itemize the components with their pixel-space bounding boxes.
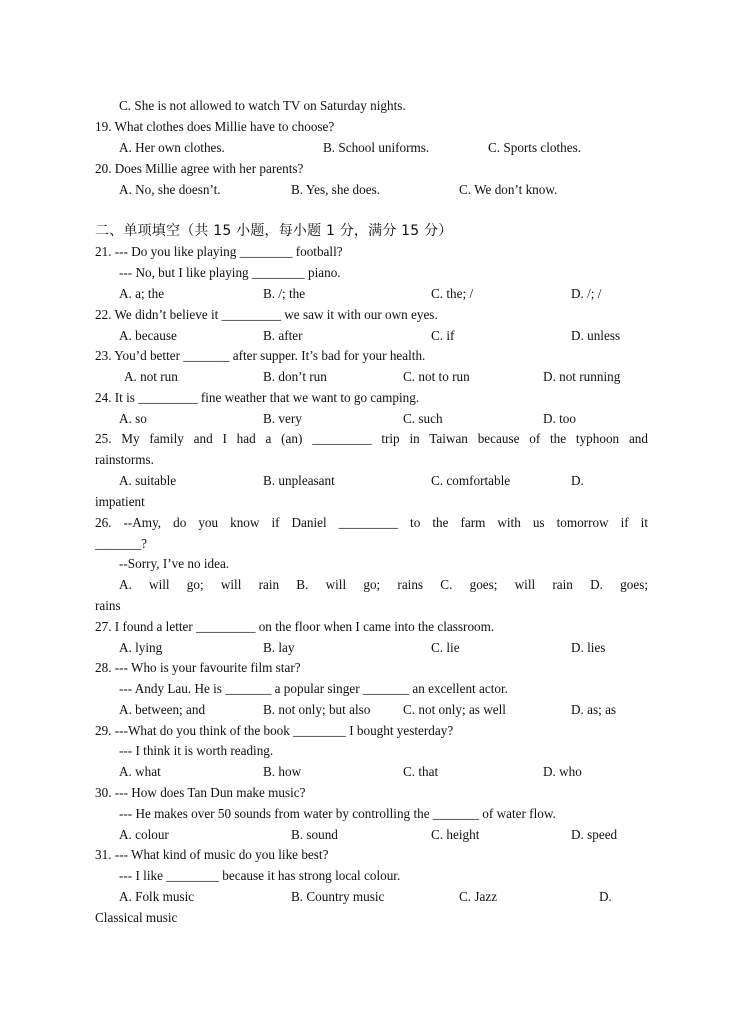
q24-option-c: C. such xyxy=(403,411,443,426)
q30-option-b: B. sound xyxy=(291,827,338,842)
q31-option-d: D. xyxy=(599,889,612,904)
q30-option-c: C. height xyxy=(431,827,480,842)
q25-option-d: D. xyxy=(571,473,584,488)
q25-option-a: A. suitable xyxy=(119,473,177,488)
q26-line-1: 26. --Amy, do you know if Daniel _________ to the farm with us tomorrow if it xyxy=(95,515,648,530)
q22-option-d: D. unless xyxy=(571,328,621,343)
q21-option-c: C. the; / xyxy=(431,286,474,301)
q18-option-c: C. She is not allowed to watch TV on Saturday nights. xyxy=(119,98,406,113)
q25-line-1: 25. My family and I had a (an) _________ trip in Taiwan because of the typhoon and xyxy=(95,431,648,446)
q28-line-2: --- Andy Lau. He is _______ a popular singer _______ an excellent actor. xyxy=(119,681,508,696)
q30-line-2: --- He makes over 50 sounds from water by controlling the _______ of water flow. xyxy=(119,806,556,821)
q29-line-1: 29. ---What do you think of the book ________ I bought yesterday? xyxy=(95,723,454,738)
q21-option-a: A. a; the xyxy=(119,286,165,301)
q22-option-b: B. after xyxy=(263,328,303,343)
q19-option-c: C. Sports clothes. xyxy=(488,140,582,155)
q24-option-b: B. very xyxy=(263,411,302,426)
q23-option-b: B. don’t run xyxy=(263,369,327,384)
q31-line-1: 31. --- What kind of music do you like best? xyxy=(95,847,329,862)
q29-option-a: A. what xyxy=(119,764,161,779)
q28-option-b: B. not only; but also xyxy=(263,702,371,717)
q20-stem: 20. Does Millie agree with her parents? xyxy=(95,161,304,176)
q24-stem: 24. It is _________ fine weather that we want to go camping. xyxy=(95,390,420,405)
q23-stem: 23. You’d better _______ after supper. It’s bad for your health. xyxy=(95,348,426,363)
q28-line-1: 28. --- Who is your favourite film star? xyxy=(95,660,301,675)
q26-line-3: --Sorry, I’ve no idea. xyxy=(119,556,230,571)
q29-option-c: C. that xyxy=(403,764,439,779)
q29-option-d: D. who xyxy=(543,764,582,779)
q25-option-b: B. unpleasant xyxy=(263,473,335,488)
q22-option-a: A. because xyxy=(119,328,177,343)
q21-option-b: B. /; the xyxy=(263,286,306,301)
q20-option-c: C. We don’t know. xyxy=(459,182,558,197)
q31-line-2: --- I like ________ because it has strong local colour. xyxy=(119,868,401,883)
q27-option-c: C. lie xyxy=(431,640,460,655)
q23-option-a: A. not run xyxy=(124,369,178,384)
q25-option-c: C. comfortable xyxy=(431,473,511,488)
q28-option-d: D. as; as xyxy=(571,702,617,717)
q25-option-d-text: impatient xyxy=(95,494,145,509)
q22-option-c: C. if xyxy=(431,328,455,343)
section-2-heading: 二、单项填空（共 15 小题，每小题 1 分，满分 15 分） xyxy=(95,223,453,239)
q30-line-1: 30. --- How does Tan Dun make music? xyxy=(95,785,306,800)
q30-option-a: A. colour xyxy=(119,827,169,842)
q20-option-b: B. Yes, she does. xyxy=(291,182,381,197)
q27-option-a: A. lying xyxy=(119,640,163,655)
q27-option-d: D. lies xyxy=(571,640,606,655)
q31-option-c: C. Jazz xyxy=(459,889,498,904)
q23-option-d: D. not running xyxy=(543,369,621,384)
q26-options-continued: rains xyxy=(95,598,121,613)
q21-option-d: D. /; / xyxy=(571,286,602,301)
q19-stem: 19. What clothes does Millie have to choose? xyxy=(95,119,335,134)
q26-line-2: _______? xyxy=(95,536,148,551)
q28-option-c: C. not only; as well xyxy=(403,702,506,717)
q25-line-2: rainstorms. xyxy=(95,452,154,467)
q19-option-b: B. School uniforms. xyxy=(323,140,430,155)
q22-stem: 22. We didn’t believe it _________ we saw it with our own eyes. xyxy=(95,307,438,322)
q31-option-a: A. Folk music xyxy=(119,889,195,904)
q30-option-d: D. speed xyxy=(571,827,618,842)
q29-option-b: B. how xyxy=(263,764,302,779)
q26-options: A. will go; will rain B. will go; rains C. goes; will rain D. goes; xyxy=(119,577,648,592)
q21-line-2: --- No, but I like playing ________ piano. xyxy=(119,265,341,280)
q23-option-c: C. not to run xyxy=(403,369,470,384)
q20-option-a: A. No, she doesn’t. xyxy=(119,182,221,197)
q31-option-d-text: Classical music xyxy=(95,910,178,925)
q24-option-a: A. so xyxy=(119,411,147,426)
q27-stem: 27. I found a letter _________ on the floor when I came into the classroom. xyxy=(95,619,495,634)
q29-line-2: --- I think it is worth reading. xyxy=(119,743,274,758)
q28-option-a: A. between; and xyxy=(119,702,206,717)
q24-option-d: D. too xyxy=(543,411,576,426)
q19-option-a: A. Her own clothes. xyxy=(119,140,225,155)
q21-line-1: 21. --- Do you like playing ________ football? xyxy=(95,244,343,259)
q27-option-b: B. lay xyxy=(263,640,295,655)
q31-option-b: B. Country music xyxy=(291,889,385,904)
